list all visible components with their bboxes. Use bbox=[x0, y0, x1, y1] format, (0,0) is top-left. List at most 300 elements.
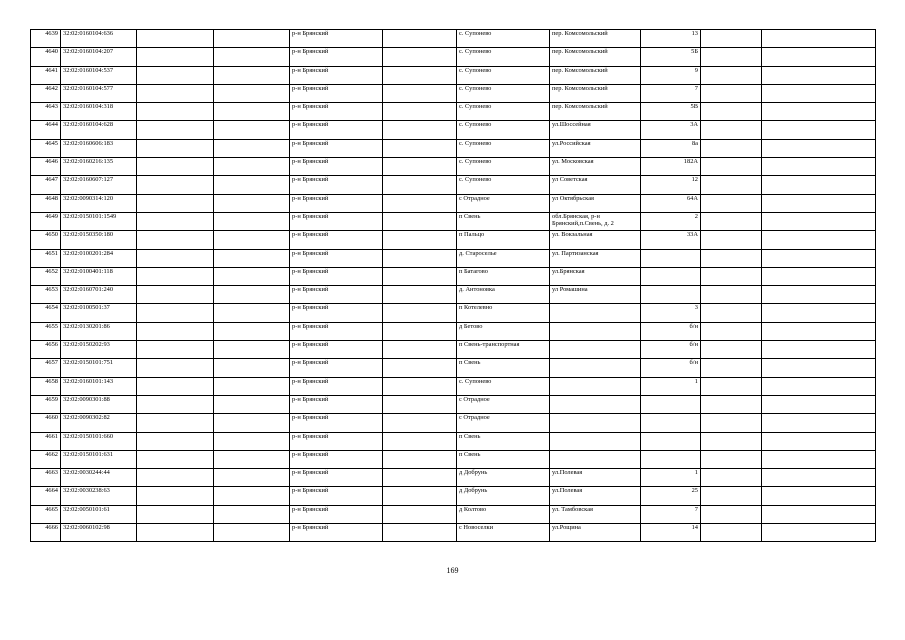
col-empty-b-cell bbox=[214, 30, 290, 48]
street-cell bbox=[550, 450, 641, 468]
cadastral-number-cell: 32:02:0160216:135 bbox=[61, 158, 137, 176]
col-empty-c-cell bbox=[383, 414, 457, 432]
district-cell: р-н Брянский bbox=[290, 231, 383, 249]
house-number-cell: 14 bbox=[641, 524, 701, 542]
col-empty-c-cell bbox=[383, 48, 457, 66]
row-index-cell: 4642 bbox=[31, 84, 61, 102]
cadastral-number-cell: 32:02:0160607:127 bbox=[61, 176, 137, 194]
district-cell: р-н Брянский bbox=[290, 322, 383, 340]
col-empty-a-cell bbox=[137, 249, 214, 267]
col-empty-e-cell bbox=[762, 505, 876, 523]
col-empty-a-cell bbox=[137, 176, 214, 194]
district-cell: р-н Брянский bbox=[290, 158, 383, 176]
col-empty-c-cell bbox=[383, 377, 457, 395]
cadastral-number-cell: 32:02:0030238:63 bbox=[61, 487, 137, 505]
row-index-cell: 4643 bbox=[31, 103, 61, 121]
col-empty-b-cell bbox=[214, 194, 290, 212]
settlement-cell: с. Супонево bbox=[457, 30, 550, 48]
col-empty-c-cell bbox=[383, 432, 457, 450]
settlement-cell: с. Супонево bbox=[457, 66, 550, 84]
house-number-cell: 3А bbox=[641, 121, 701, 139]
table-row bbox=[31, 524, 876, 542]
col-empty-c-cell bbox=[383, 469, 457, 487]
row-index-cell: 4652 bbox=[31, 267, 61, 285]
district-cell: р-н Брянский bbox=[290, 359, 383, 377]
col-empty-d-cell bbox=[701, 359, 762, 377]
settlement-cell: д Добрунь bbox=[457, 469, 550, 487]
district-cell: р-н Брянский bbox=[290, 377, 383, 395]
district-cell: р-н Брянский bbox=[290, 212, 383, 230]
col-empty-d-cell bbox=[701, 194, 762, 212]
cadastral-number-cell: 32:02:0160104:537 bbox=[61, 66, 137, 84]
col-empty-e-cell bbox=[762, 450, 876, 468]
street-cell: ул. Партизанская bbox=[550, 249, 641, 267]
col-empty-b-cell bbox=[214, 304, 290, 322]
house-number-cell: 1 bbox=[641, 469, 701, 487]
street-cell: ул.Шоссейная bbox=[550, 121, 641, 139]
col-empty-d-cell bbox=[701, 395, 762, 413]
settlement-cell: с Отрадное bbox=[457, 395, 550, 413]
district-cell: р-н Брянский bbox=[290, 267, 383, 285]
table-row bbox=[31, 395, 876, 413]
row-index-cell: 4654 bbox=[31, 304, 61, 322]
col-empty-a-cell bbox=[137, 212, 214, 230]
col-empty-e-cell bbox=[762, 48, 876, 66]
col-empty-d-cell bbox=[701, 377, 762, 395]
cadastral-number-cell: 32:02:0090314:120 bbox=[61, 194, 137, 212]
house-number-cell: 25 bbox=[641, 487, 701, 505]
row-index-cell: 4653 bbox=[31, 286, 61, 304]
settlement-cell: д. Антоновка bbox=[457, 286, 550, 304]
col-empty-c-cell bbox=[383, 304, 457, 322]
settlement-cell: п Батагово bbox=[457, 267, 550, 285]
settlement-cell: д. Староселье bbox=[457, 249, 550, 267]
settlement-cell: с. Супонево bbox=[457, 139, 550, 157]
col-empty-e-cell bbox=[762, 231, 876, 249]
col-empty-e-cell bbox=[762, 341, 876, 359]
col-empty-d-cell bbox=[701, 304, 762, 322]
row-index-cell: 4657 bbox=[31, 359, 61, 377]
street-cell bbox=[550, 322, 641, 340]
col-empty-b-cell bbox=[214, 84, 290, 102]
table-row bbox=[31, 359, 876, 377]
settlement-cell: п Свень bbox=[457, 359, 550, 377]
house-number-cell: 5В bbox=[641, 103, 701, 121]
col-empty-c-cell bbox=[383, 359, 457, 377]
settlement-cell: с. Супонево bbox=[457, 121, 550, 139]
settlement-cell: п Свень bbox=[457, 432, 550, 450]
street-cell: пер. Комсомольский bbox=[550, 66, 641, 84]
col-empty-e-cell bbox=[762, 304, 876, 322]
district-cell: р-н Брянский bbox=[290, 450, 383, 468]
col-empty-e-cell bbox=[762, 158, 876, 176]
col-empty-c-cell bbox=[383, 341, 457, 359]
house-number-cell bbox=[641, 432, 701, 450]
col-empty-e-cell bbox=[762, 84, 876, 102]
row-index-cell: 4659 bbox=[31, 395, 61, 413]
col-empty-b-cell bbox=[214, 395, 290, 413]
cadastral-number-cell: 32:02:0030244:44 bbox=[61, 469, 137, 487]
col-empty-c-cell bbox=[383, 158, 457, 176]
table-row bbox=[31, 267, 876, 285]
col-empty-c-cell bbox=[383, 524, 457, 542]
row-index-cell: 4647 bbox=[31, 176, 61, 194]
col-empty-e-cell bbox=[762, 432, 876, 450]
col-empty-a-cell bbox=[137, 359, 214, 377]
district-cell: р-н Брянский bbox=[290, 66, 383, 84]
district-cell: р-н Брянский bbox=[290, 121, 383, 139]
row-index-cell: 4641 bbox=[31, 66, 61, 84]
house-number-cell bbox=[641, 286, 701, 304]
col-empty-d-cell bbox=[701, 84, 762, 102]
cadastral-number-cell: 32:02:0160104:207 bbox=[61, 48, 137, 66]
col-empty-d-cell bbox=[701, 212, 762, 230]
table-row bbox=[31, 30, 876, 48]
street-cell bbox=[550, 359, 641, 377]
col-empty-d-cell bbox=[701, 176, 762, 194]
street-cell: ул.Полевая bbox=[550, 487, 641, 505]
cadastral-number-cell: 32:02:0150101:631 bbox=[61, 450, 137, 468]
table-row bbox=[31, 322, 876, 340]
street-cell: ул. Вокзальная bbox=[550, 231, 641, 249]
street-cell: ул. Московская bbox=[550, 158, 641, 176]
district-cell: р-н Брянский bbox=[290, 469, 383, 487]
house-number-cell bbox=[641, 267, 701, 285]
col-empty-b-cell bbox=[214, 341, 290, 359]
col-empty-e-cell bbox=[762, 66, 876, 84]
district-cell: р-н Брянский bbox=[290, 84, 383, 102]
col-empty-e-cell bbox=[762, 487, 876, 505]
house-number-cell bbox=[641, 450, 701, 468]
col-empty-e-cell bbox=[762, 286, 876, 304]
col-empty-a-cell bbox=[137, 414, 214, 432]
street-cell: пер. Комсомольский bbox=[550, 48, 641, 66]
house-number-cell: 2 bbox=[641, 212, 701, 230]
col-empty-d-cell bbox=[701, 341, 762, 359]
col-empty-a-cell bbox=[137, 469, 214, 487]
table-row bbox=[31, 84, 876, 102]
row-index-cell: 4660 bbox=[31, 414, 61, 432]
table-row bbox=[31, 103, 876, 121]
cadastral-number-cell: 32:02:0150202:93 bbox=[61, 341, 137, 359]
table-row bbox=[31, 450, 876, 468]
col-empty-a-cell bbox=[137, 432, 214, 450]
cadastral-number-cell: 32:02:0160606:183 bbox=[61, 139, 137, 157]
house-number-cell bbox=[641, 395, 701, 413]
cadastral-number-cell: 32:02:0100501:37 bbox=[61, 304, 137, 322]
table-row bbox=[31, 377, 876, 395]
row-index-cell: 4648 bbox=[31, 194, 61, 212]
col-empty-c-cell bbox=[383, 395, 457, 413]
street-cell bbox=[550, 414, 641, 432]
col-empty-c-cell bbox=[383, 267, 457, 285]
district-cell: р-н Брянский bbox=[290, 505, 383, 523]
settlement-cell: д Бетово bbox=[457, 322, 550, 340]
col-empty-c-cell bbox=[383, 139, 457, 157]
col-empty-c-cell bbox=[383, 322, 457, 340]
house-number-cell bbox=[641, 249, 701, 267]
col-empty-a-cell bbox=[137, 121, 214, 139]
col-empty-e-cell bbox=[762, 139, 876, 157]
col-empty-b-cell bbox=[214, 176, 290, 194]
col-empty-e-cell bbox=[762, 359, 876, 377]
data-table bbox=[30, 29, 876, 542]
row-index-cell: 4666 bbox=[31, 524, 61, 542]
col-empty-a-cell bbox=[137, 322, 214, 340]
table-row bbox=[31, 414, 876, 432]
district-cell: р-н Брянский bbox=[290, 395, 383, 413]
col-empty-a-cell bbox=[137, 103, 214, 121]
street-cell: ул.Полевая bbox=[550, 469, 641, 487]
col-empty-a-cell bbox=[137, 30, 214, 48]
house-number-cell: 12 bbox=[641, 176, 701, 194]
row-index-cell: 4645 bbox=[31, 139, 61, 157]
settlement-cell: д Добрунь bbox=[457, 487, 550, 505]
col-empty-c-cell bbox=[383, 212, 457, 230]
cadastral-number-cell: 32:02:0160104:318 bbox=[61, 103, 137, 121]
col-empty-d-cell bbox=[701, 231, 762, 249]
col-empty-a-cell bbox=[137, 395, 214, 413]
street-cell: ул.Российская bbox=[550, 139, 641, 157]
col-empty-d-cell bbox=[701, 414, 762, 432]
col-empty-a-cell bbox=[137, 341, 214, 359]
col-empty-c-cell bbox=[383, 487, 457, 505]
district-cell: р-н Брянский bbox=[290, 48, 383, 66]
settlement-cell: с. Супонево bbox=[457, 103, 550, 121]
col-empty-b-cell bbox=[214, 103, 290, 121]
district-cell: р-н Брянский bbox=[290, 304, 383, 322]
house-number-cell: 9 bbox=[641, 66, 701, 84]
district-cell: р-н Брянский bbox=[290, 487, 383, 505]
col-empty-c-cell bbox=[383, 84, 457, 102]
col-empty-a-cell bbox=[137, 524, 214, 542]
row-index-cell: 4661 bbox=[31, 432, 61, 450]
table-row bbox=[31, 212, 876, 230]
cadastral-number-cell: 32:02:0090301:88 bbox=[61, 395, 137, 413]
district-cell: р-н Брянский bbox=[290, 249, 383, 267]
col-empty-d-cell bbox=[701, 450, 762, 468]
row-index-cell: 4656 bbox=[31, 341, 61, 359]
table-row bbox=[31, 487, 876, 505]
col-empty-d-cell bbox=[701, 267, 762, 285]
table-row bbox=[31, 158, 876, 176]
cadastral-number-cell: 32:02:0150101:660 bbox=[61, 432, 137, 450]
house-number-cell: 7 bbox=[641, 505, 701, 523]
house-number-cell: 7 bbox=[641, 84, 701, 102]
table-row bbox=[31, 432, 876, 450]
house-number-cell: 182А bbox=[641, 158, 701, 176]
row-index-cell: 4662 bbox=[31, 450, 61, 468]
district-cell: р-н Брянский bbox=[290, 286, 383, 304]
house-number-cell: б/н bbox=[641, 322, 701, 340]
col-empty-b-cell bbox=[214, 121, 290, 139]
settlement-cell: п Свень bbox=[457, 450, 550, 468]
street-cell: пер. Комсомольский bbox=[550, 84, 641, 102]
district-cell: р-н Брянский bbox=[290, 103, 383, 121]
settlement-cell: с Новоселки bbox=[457, 524, 550, 542]
table-row bbox=[31, 469, 876, 487]
col-empty-e-cell bbox=[762, 121, 876, 139]
district-cell: р-н Брянский bbox=[290, 30, 383, 48]
settlement-cell: д Колтово bbox=[457, 505, 550, 523]
col-empty-d-cell bbox=[701, 121, 762, 139]
col-empty-d-cell bbox=[701, 249, 762, 267]
row-index-cell: 4640 bbox=[31, 48, 61, 66]
settlement-cell: с. Супонево bbox=[457, 377, 550, 395]
col-empty-e-cell bbox=[762, 414, 876, 432]
cadastral-number-cell: 32:02:0160104:577 bbox=[61, 84, 137, 102]
col-empty-a-cell bbox=[137, 304, 214, 322]
table-row bbox=[31, 176, 876, 194]
col-empty-d-cell bbox=[701, 66, 762, 84]
col-empty-b-cell bbox=[214, 231, 290, 249]
cadastral-number-cell: 32:02:0100201:284 bbox=[61, 249, 137, 267]
col-empty-e-cell bbox=[762, 212, 876, 230]
cadastral-number-cell: 32:02:0150101:751 bbox=[61, 359, 137, 377]
col-empty-b-cell bbox=[214, 469, 290, 487]
cadastral-number-cell: 32:02:0150101:1549 bbox=[61, 212, 137, 230]
district-cell: р-н Брянский bbox=[290, 139, 383, 157]
table-row bbox=[31, 194, 876, 212]
cadastral-number-cell: 32:02:0160101:143 bbox=[61, 377, 137, 395]
house-number-cell: б/н bbox=[641, 359, 701, 377]
row-index-cell: 4649 bbox=[31, 212, 61, 230]
table-row bbox=[31, 505, 876, 523]
col-empty-e-cell bbox=[762, 322, 876, 340]
district-cell: р-н Брянский bbox=[290, 432, 383, 450]
house-number-cell: 33А bbox=[641, 231, 701, 249]
row-index-cell: 4655 bbox=[31, 322, 61, 340]
settlement-cell: п Свень-транспортная bbox=[457, 341, 550, 359]
col-empty-a-cell bbox=[137, 267, 214, 285]
street-cell: ул.Брянская bbox=[550, 267, 641, 285]
street-cell: ул. Тамбовская bbox=[550, 505, 641, 523]
col-empty-d-cell bbox=[701, 30, 762, 48]
street-cell: ул.Рощина bbox=[550, 524, 641, 542]
street-cell bbox=[550, 377, 641, 395]
col-empty-c-cell bbox=[383, 66, 457, 84]
col-empty-b-cell bbox=[214, 414, 290, 432]
row-index-cell: 4644 bbox=[31, 121, 61, 139]
settlement-cell: п Свень bbox=[457, 212, 550, 230]
street-cell: обл.Брянская, р-н Брянский,п.Свень, д. 2 bbox=[550, 212, 641, 230]
col-empty-a-cell bbox=[137, 48, 214, 66]
settlement-cell: с Отрадное bbox=[457, 414, 550, 432]
col-empty-e-cell bbox=[762, 103, 876, 121]
col-empty-c-cell bbox=[383, 176, 457, 194]
settlement-cell: с. Супонево bbox=[457, 176, 550, 194]
col-empty-e-cell bbox=[762, 267, 876, 285]
cadastral-number-cell: 32:02:0160104:636 bbox=[61, 30, 137, 48]
house-number-cell: 1 bbox=[641, 377, 701, 395]
house-number-cell bbox=[641, 414, 701, 432]
col-empty-c-cell bbox=[383, 194, 457, 212]
col-empty-a-cell bbox=[137, 84, 214, 102]
district-cell: р-н Брянский bbox=[290, 176, 383, 194]
col-empty-c-cell bbox=[383, 286, 457, 304]
house-number-cell: 8а bbox=[641, 139, 701, 157]
row-index-cell: 4639 bbox=[31, 30, 61, 48]
row-index-cell: 4663 bbox=[31, 469, 61, 487]
house-number-cell: б/н bbox=[641, 341, 701, 359]
col-empty-b-cell bbox=[214, 267, 290, 285]
col-empty-d-cell bbox=[701, 505, 762, 523]
col-empty-e-cell bbox=[762, 30, 876, 48]
col-empty-e-cell bbox=[762, 377, 876, 395]
house-number-cell: 64А bbox=[641, 194, 701, 212]
district-cell: р-н Брянский bbox=[290, 524, 383, 542]
col-empty-e-cell bbox=[762, 194, 876, 212]
col-empty-a-cell bbox=[137, 139, 214, 157]
col-empty-e-cell bbox=[762, 176, 876, 194]
cadastral-number-cell: 32:02:0160104:628 bbox=[61, 121, 137, 139]
col-empty-d-cell bbox=[701, 158, 762, 176]
row-index-cell: 4650 bbox=[31, 231, 61, 249]
col-empty-b-cell bbox=[214, 487, 290, 505]
col-empty-c-cell bbox=[383, 249, 457, 267]
cadastral-number-cell: 32:02:0150350:180 bbox=[61, 231, 137, 249]
table-row bbox=[31, 286, 876, 304]
col-empty-a-cell bbox=[137, 158, 214, 176]
street-cell bbox=[550, 432, 641, 450]
cadastral-number-cell: 32:02:0160701:240 bbox=[61, 286, 137, 304]
row-index-cell: 4651 bbox=[31, 249, 61, 267]
settlement-cell: с Отрадное bbox=[457, 194, 550, 212]
col-empty-b-cell bbox=[214, 524, 290, 542]
cadastral-number-cell: 32:02:0130201:86 bbox=[61, 322, 137, 340]
row-index-cell: 4664 bbox=[31, 487, 61, 505]
page-number: 169 bbox=[446, 566, 459, 575]
col-empty-e-cell bbox=[762, 249, 876, 267]
street-cell: пер. Комсомольский bbox=[550, 103, 641, 121]
settlement-cell: п Котелевно bbox=[457, 304, 550, 322]
col-empty-b-cell bbox=[214, 450, 290, 468]
col-empty-b-cell bbox=[214, 322, 290, 340]
district-cell: р-н Брянский bbox=[290, 414, 383, 432]
col-empty-b-cell bbox=[214, 249, 290, 267]
col-empty-d-cell bbox=[701, 139, 762, 157]
table-row bbox=[31, 66, 876, 84]
col-empty-e-cell bbox=[762, 524, 876, 542]
street-cell: пер. Комсомольский bbox=[550, 30, 641, 48]
col-empty-e-cell bbox=[762, 395, 876, 413]
col-empty-a-cell bbox=[137, 231, 214, 249]
cadastral-number-cell: 32:02:0100401:118 bbox=[61, 267, 137, 285]
table-row bbox=[31, 231, 876, 249]
cadastral-number-cell: 32:02:0050101:61 bbox=[61, 505, 137, 523]
district-cell: р-н Брянский bbox=[290, 194, 383, 212]
col-empty-b-cell bbox=[214, 212, 290, 230]
col-empty-c-cell bbox=[383, 450, 457, 468]
col-empty-b-cell bbox=[214, 359, 290, 377]
street-cell bbox=[550, 395, 641, 413]
col-empty-b-cell bbox=[214, 48, 290, 66]
col-empty-a-cell bbox=[137, 66, 214, 84]
row-index-cell: 4658 bbox=[31, 377, 61, 395]
district-cell: р-н Брянский bbox=[290, 341, 383, 359]
col-empty-d-cell bbox=[701, 286, 762, 304]
col-empty-b-cell bbox=[214, 286, 290, 304]
col-empty-c-cell bbox=[383, 505, 457, 523]
col-empty-b-cell bbox=[214, 432, 290, 450]
col-empty-b-cell bbox=[214, 66, 290, 84]
table-row bbox=[31, 341, 876, 359]
col-empty-d-cell bbox=[701, 103, 762, 121]
table-row bbox=[31, 121, 876, 139]
col-empty-c-cell bbox=[383, 30, 457, 48]
table-row bbox=[31, 48, 876, 66]
col-empty-a-cell bbox=[137, 377, 214, 395]
